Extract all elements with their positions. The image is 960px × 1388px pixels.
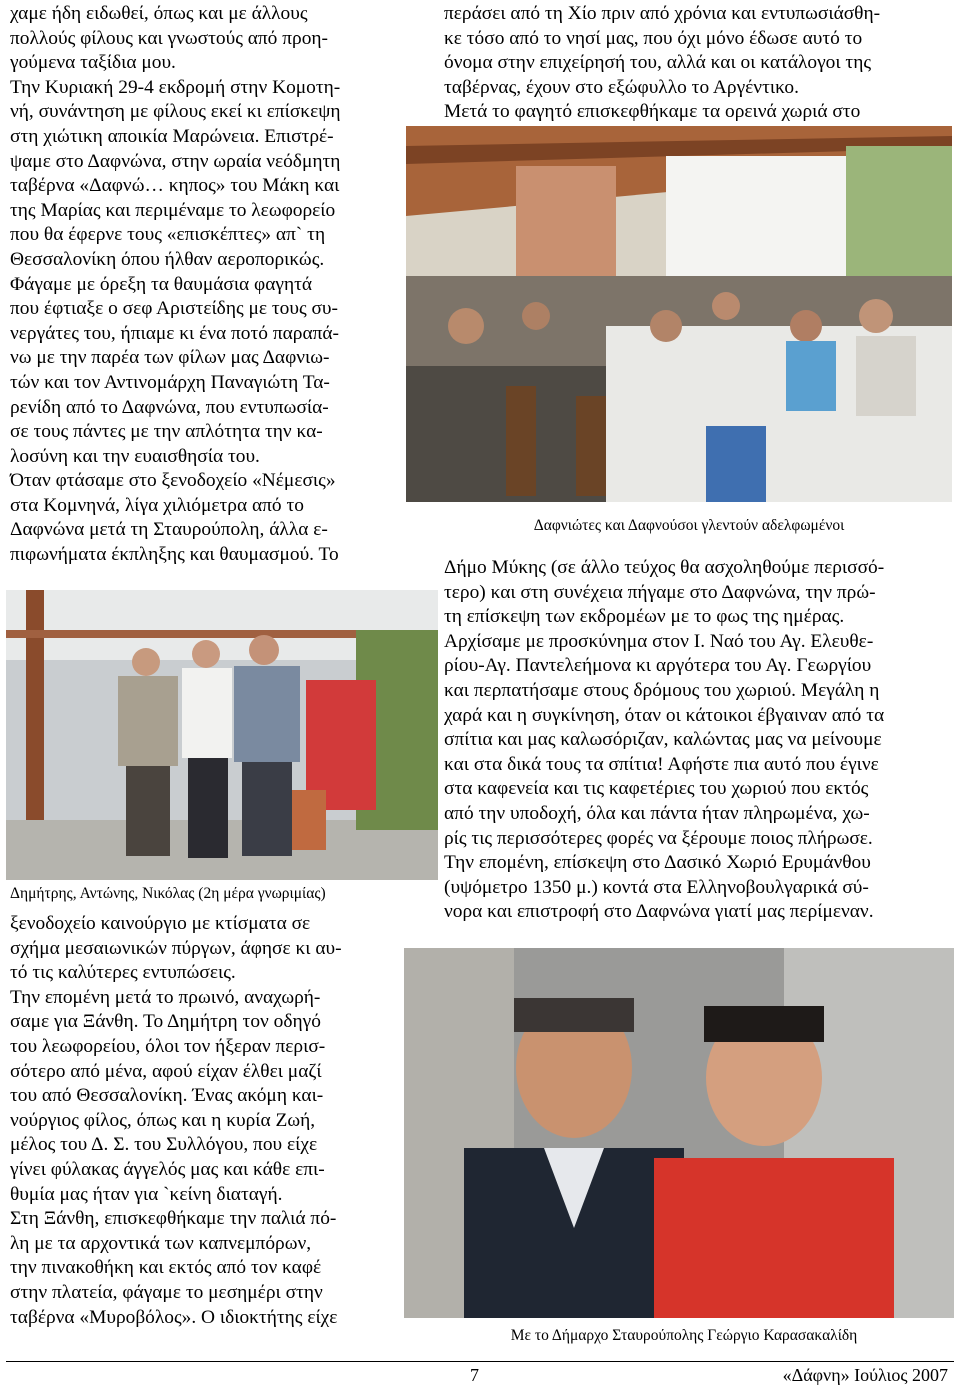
- publication-issue: «Δάφνη» Ιούλιος 2007: [782, 1365, 948, 1385]
- left-column-bottom-article: [10, 912, 390, 1330]
- photo-with-mayor: [404, 948, 954, 1318]
- right-top-photo-caption: Δαφνιώτες και Δαφνούσοι γλεντούν αδελφωμένοι: [533, 517, 845, 534]
- photo-taverna-crowd: [406, 126, 952, 502]
- right-bottom-photo-caption: Με το Δήμαρχο Σταυρούπολης Γεώργιο Καρασακαλίδη: [510, 1327, 858, 1344]
- page-number: 7: [470, 1365, 479, 1385]
- right-column-top-article: [444, 2, 950, 125]
- footer-rule: [6, 1361, 954, 1362]
- left-column-bottom-text: ξενοδοχείο καινούργιο με κτίσματα σε σχήμα μεσαιωνικών πύργων, άφησε κι αυ- τό τις καλύτερες εντυπώσεις. Την επομένη μετά το πρωινό, αναχωρή- σαμε για Ξάνθη. Το Δημήτρη τον οδηγό του λεωφορείου, όλοι τον ήξεραν περισ- σότερο από μένα, αφού είχαν έλθει μαζί του από Θεσσαλονίκη. Ένας ακόμη και- νούργιος φίλος, όπως και η κυρία Ζωή, μέλος του Δ. Σ. του Συλλόγου, που είχε γίνει φύλακας άγγελός μας και κάθε επι- θυμία μας ήταν για `κείνη διαταγή. Στη Ξάνθη, επισκεφθήκαμε την παλιά πό- λη με τα αρχοντικά των καπνεμπόρων, την πινακοθήκη και εκτός από τον καφέ στην πλατεία, φάγαμε το μεσημέρι στην ταβέρνα «Μυροβόλος». Ο ιδιοκτήτης είχε: [10, 913, 342, 1328]
- photo-three-men: [6, 590, 438, 880]
- right-column-top-text: περάσει από τη Χίο πριν από χρόνια και εντυπωσιάσθη- κε τόσο από το νησί μας, που όχι μόνο έδωσε αυτό το όνομα στην επιχείρησή του, αλλά και οι κατάλογοι της ταβέρνας, έχουν στο εξώφυλλο το Αργέντικο. Μετά το φαγητό επισκεφθήκαμε τα ορεινά χωριά στο: [444, 3, 881, 123]
- left-column-top-article: [10, 2, 390, 568]
- right-column-middle-text: Δήμο Μύκης (σε άλλο τεύχος θα ασχοληθούμε περισσό- τερο) και στη συνέχεια πήγαμε στο Δαφνώνα, την πρώ- τη επίσκεψη των εκδρομέων με το φως της ημέρας. Αρχίσαμε με προσκύνημα στον Ι. Ναό του Αγ. Ελευθε- ρίου-Αγ. Παντελεήμονα κι αργότερα του Αγ. Γεωργίου και περπατήσαμε στους δρόμους του χωριού. Μεγάλη η χαρά και η συγκίνηση, όταν οι κάτοικοι έβγαιναν από τα σπίτια και μας καλωσόριζαν, καλώντας μας να μείνουμε και στα δικά τους τα σπίτια! Αφήστε πια αυτό που έγινε στα καφενεία και τις καφετέριες του χωριού που εκτός από την υποδοχή, όλα και πάντα ήταν πληρωμένα, χω- ρίς τις περισσότερες φορές να ξέρουμε ποιος πλήρωσε. Την επομένη, επίσκεψη στο Δασικό Χωριό Ερυμάνθου (υψόμετρο 1350 μ.) κοντά στα Ελληνοβουλγαρικά σύ- νορα και επιστροφή στο Δαφνώνα γιατί μας περίμεναν.: [444, 557, 885, 923]
- left-photo-caption: Δημήτρης, Αντώνης, Νικόλας (2η μέρα γνωριμίας): [10, 885, 326, 902]
- right-column-middle-article: [444, 556, 950, 925]
- left-column-top-text: χαμε ήδη ειδωθεί, όπως και με άλλους πολλούς φίλους και γνωστούς από προη- γούμενα ταξίδια μου. Την Κυριακή 29-4 εκδρομή στην Κομοτη- νή, συνάντηση με φίλους εκεί κι επίσκεψη στη χιώτικη αποικία Μαρώνεια. Επιστρέ- ψαμε στο Δαφνώνα, στην ωραία νεόδμητη ταβέρνα «Δαφνώ… κηπος» του Μάκη και της Μαρίας και περιμέναμε το λεωφορείο που θα έφερνε τους «επισκέπτες» απ` τη Θεσσαλονίκη όπου ήλθαν αεροπορικώς. Φάγαμε με όρεξη τα θαυμάσια φαγητά που έφτιαξε ο σεφ Αριστείδης με τους συ- νεργάτες του, ήπιαμε κι ένα ποτό παραπά- νω με την παρέα των φίλων μας Δαφνιω- τών και τον Αντινομάρχη Παναγιώτη Τα- ρενίδη από το Δαφνώνα, που εντυπωσία- σε τους πάντες με την απλότητα την κα- λοσύνη και την ευαισθησία του. Όταν φτάσαμε στο ξενοδοχείο «Νέμεσις» στα Κομνηνά, λίγα χιλιόμετρα από το Δαφνώνα μετά τη Σταυρούπολη, άλλα ε- πιφωνήματα έκπληξης και θαυμασμού. Το: [10, 3, 341, 566]
